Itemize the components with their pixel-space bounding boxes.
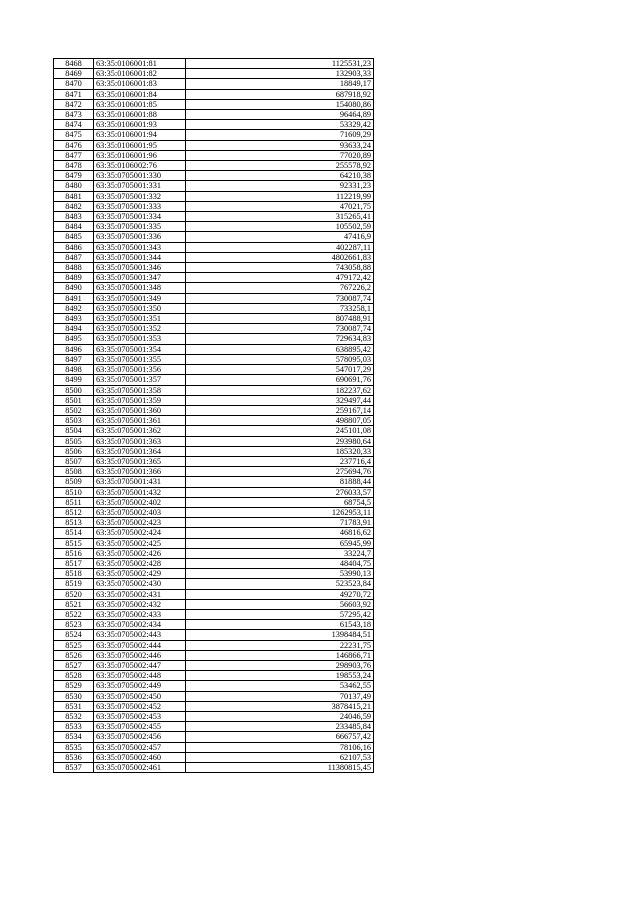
value-cell: 547017,29	[186, 365, 374, 375]
cadastral-number-cell: 63:35:0705002:456	[94, 732, 186, 742]
table-row	[54, 497, 374, 507]
value-cell: 255578,92	[186, 161, 374, 171]
value-cell: 1398484,51	[186, 630, 374, 640]
row-number-cell: 8477	[54, 150, 94, 160]
cadastral-number-cell: 63:35:0705001:349	[94, 293, 186, 303]
table-row	[54, 293, 374, 303]
cadastral-number-cell: 63:35:0705001:355	[94, 354, 186, 364]
cadastral-number-cell: 63:35:0106001:84	[94, 89, 186, 99]
value-cell: 767226,2	[186, 283, 374, 293]
value-cell: 479172,42	[186, 273, 374, 283]
value-cell: 53329,42	[186, 120, 374, 130]
cadastral-number-cell: 63:35:0705001:363	[94, 436, 186, 446]
row-number-cell: 8485	[54, 232, 94, 242]
row-number-cell: 8509	[54, 477, 94, 487]
row-number-cell: 8490	[54, 283, 94, 293]
table-row	[54, 436, 374, 446]
value-cell: 77020,89	[186, 150, 374, 160]
table-row	[54, 609, 374, 619]
table-row	[54, 273, 374, 283]
row-number-cell: 8520	[54, 589, 94, 599]
table-row	[54, 79, 374, 89]
table-row	[54, 640, 374, 650]
cadastral-number-cell: 63:35:0705002:424	[94, 528, 186, 538]
cadastral-number-cell: 63:35:0705001:359	[94, 395, 186, 405]
table-row	[54, 579, 374, 589]
row-number-cell: 8501	[54, 395, 94, 405]
cadastral-number-cell: 63:35:0106001:82	[94, 69, 186, 79]
cadastral-number-cell: 63:35:0705002:449	[94, 681, 186, 691]
value-cell: 237716,4	[186, 456, 374, 466]
value-cell: 666757,42	[186, 732, 374, 742]
row-number-cell: 8498	[54, 365, 94, 375]
row-number-cell: 8508	[54, 467, 94, 477]
cadastral-number-cell: 63:35:0705002:429	[94, 569, 186, 579]
value-cell: 62107,53	[186, 752, 374, 762]
row-number-cell: 8469	[54, 69, 94, 79]
cadastral-number-cell: 63:35:0705002:423	[94, 518, 186, 528]
cadastral-number-cell: 63:35:0106001:96	[94, 150, 186, 160]
cadastral-number-cell: 63:35:0705001:353	[94, 334, 186, 344]
cadastral-number-cell: 63:35:0705002:403	[94, 507, 186, 517]
row-number-cell: 8474	[54, 120, 94, 130]
value-cell: 33224,7	[186, 548, 374, 558]
table-row	[54, 518, 374, 528]
value-cell: 578095,03	[186, 354, 374, 364]
cadastral-number-cell: 63:35:0705001:352	[94, 324, 186, 334]
table-row	[54, 324, 374, 334]
cadastral-number-cell: 63:35:0705001:333	[94, 201, 186, 211]
row-number-cell: 8527	[54, 660, 94, 670]
cadastral-number-cell: 63:35:0705001:344	[94, 252, 186, 262]
row-number-cell: 8481	[54, 191, 94, 201]
value-cell: 71609,29	[186, 130, 374, 140]
table-row	[54, 752, 374, 762]
table-row	[54, 671, 374, 681]
row-number-cell: 8521	[54, 599, 94, 609]
table-row	[54, 150, 374, 160]
value-cell: 1125531,23	[186, 59, 374, 69]
cadastral-number-cell: 63:35:0705001:330	[94, 171, 186, 181]
cadastral-number-cell: 63:35:0705001:332	[94, 191, 186, 201]
table-row	[54, 283, 374, 293]
table-row	[54, 242, 374, 252]
cadastral-number-cell: 63:35:0705002:402	[94, 497, 186, 507]
row-number-cell: 8488	[54, 263, 94, 273]
row-number-cell: 8530	[54, 691, 94, 701]
table-row	[54, 558, 374, 568]
table-row	[54, 712, 374, 722]
value-cell: 233485,84	[186, 722, 374, 732]
value-cell: 81888,44	[186, 477, 374, 487]
row-number-cell: 8500	[54, 385, 94, 395]
table-row	[54, 528, 374, 538]
value-cell: 245101,08	[186, 426, 374, 436]
row-number-cell: 8524	[54, 630, 94, 640]
table-row	[54, 763, 374, 773]
row-number-cell: 8492	[54, 303, 94, 313]
value-cell: 132903,33	[186, 69, 374, 79]
value-cell: 24046,59	[186, 712, 374, 722]
cadastral-number-cell: 63:35:0705002:446	[94, 650, 186, 660]
value-cell: 93633,24	[186, 140, 374, 150]
value-cell: 259167,14	[186, 405, 374, 415]
row-number-cell: 8491	[54, 293, 94, 303]
row-number-cell: 8471	[54, 89, 94, 99]
row-number-cell: 8482	[54, 201, 94, 211]
cadastral-number-cell: 63:35:0705002:452	[94, 701, 186, 711]
table-row	[54, 110, 374, 120]
table-row	[54, 171, 374, 181]
table-row	[54, 99, 374, 109]
value-cell: 96464,89	[186, 110, 374, 120]
table-row	[54, 263, 374, 273]
table-row	[54, 742, 374, 752]
row-number-cell: 8525	[54, 640, 94, 650]
cadastral-number-cell: 63:35:0106002:76	[94, 161, 186, 171]
table-row	[54, 303, 374, 313]
cadastral-number-cell: 63:35:0106001:94	[94, 130, 186, 140]
value-cell: 68754,5	[186, 497, 374, 507]
table-row	[54, 395, 374, 405]
value-cell: 730087,74	[186, 324, 374, 334]
cadastral-number-cell: 63:35:0106001:93	[94, 120, 186, 130]
table-row	[54, 599, 374, 609]
value-cell: 64210,38	[186, 171, 374, 181]
table-row	[54, 120, 374, 130]
row-number-cell: 8514	[54, 528, 94, 538]
value-cell: 729634,83	[186, 334, 374, 344]
table-row	[54, 385, 374, 395]
table-row	[54, 548, 374, 558]
cadastral-number-cell: 63:35:0705002:461	[94, 763, 186, 773]
cadastral-number-cell: 63:35:0705001:351	[94, 314, 186, 324]
value-cell: 92331,23	[186, 181, 374, 191]
value-cell: 112219,99	[186, 191, 374, 201]
table-row	[54, 334, 374, 344]
table-row	[54, 701, 374, 711]
cadastral-number-cell: 63:35:0106001:85	[94, 99, 186, 109]
row-number-cell: 8494	[54, 324, 94, 334]
table-row	[54, 538, 374, 548]
value-cell: 18849,17	[186, 79, 374, 89]
value-cell: 53990,13	[186, 569, 374, 579]
row-number-cell: 8468	[54, 59, 94, 69]
table-row	[54, 130, 374, 140]
row-number-cell: 8483	[54, 212, 94, 222]
table-row	[54, 630, 374, 640]
value-cell: 743058,88	[186, 263, 374, 273]
row-number-cell: 8473	[54, 110, 94, 120]
table-row	[54, 181, 374, 191]
table-row	[54, 365, 374, 375]
value-cell: 65945,99	[186, 538, 374, 548]
value-cell: 730087,74	[186, 293, 374, 303]
value-cell: 402287,11	[186, 242, 374, 252]
value-cell: 71783,91	[186, 518, 374, 528]
cadastral-number-cell: 63:35:0705001:348	[94, 283, 186, 293]
cadastral-number-cell: 63:35:0106001:83	[94, 79, 186, 89]
table-row	[54, 681, 374, 691]
value-cell: 733258,1	[186, 303, 374, 313]
row-number-cell: 8478	[54, 161, 94, 171]
row-number-cell: 8487	[54, 252, 94, 262]
value-cell: 185320,33	[186, 446, 374, 456]
table-row	[54, 232, 374, 242]
cadastral-number-cell: 63:35:0705002:455	[94, 722, 186, 732]
row-number-cell: 8495	[54, 334, 94, 344]
table-row	[54, 456, 374, 466]
value-cell: 315265,41	[186, 212, 374, 222]
row-number-cell: 8531	[54, 701, 94, 711]
cadastral-number-cell: 63:35:0705002:428	[94, 558, 186, 568]
value-cell: 687918,92	[186, 89, 374, 99]
cadastral-number-cell: 63:35:0705002:443	[94, 630, 186, 640]
cadastral-number-cell: 63:35:0705001:336	[94, 232, 186, 242]
row-number-cell: 8513	[54, 518, 94, 528]
row-number-cell: 8480	[54, 181, 94, 191]
row-number-cell: 8526	[54, 650, 94, 660]
value-cell: 293980,64	[186, 436, 374, 446]
row-number-cell: 8504	[54, 426, 94, 436]
value-cell: 690691,76	[186, 375, 374, 385]
value-cell: 53462,55	[186, 681, 374, 691]
row-number-cell: 8533	[54, 722, 94, 732]
row-number-cell: 8505	[54, 436, 94, 446]
cadastral-number-cell: 63:35:0705001:360	[94, 405, 186, 415]
cadastral-number-cell: 63:35:0705002:426	[94, 548, 186, 558]
row-number-cell: 8472	[54, 99, 94, 109]
table-row	[54, 589, 374, 599]
row-number-cell: 8503	[54, 416, 94, 426]
table-row	[54, 416, 374, 426]
value-cell: 638895,42	[186, 344, 374, 354]
row-number-cell: 8528	[54, 671, 94, 681]
value-cell: 47416,9	[186, 232, 374, 242]
value-cell: 57295,42	[186, 609, 374, 619]
row-number-cell: 8522	[54, 609, 94, 619]
cadastral-number-cell: 63:35:0705001:331	[94, 181, 186, 191]
cadastral-number-cell: 63:35:0705001:366	[94, 467, 186, 477]
table-body	[54, 59, 374, 773]
table-row	[54, 201, 374, 211]
table-row	[54, 467, 374, 477]
cadastral-number-cell: 63:35:0705001:365	[94, 456, 186, 466]
row-number-cell: 8484	[54, 222, 94, 232]
cadastral-number-cell: 63:35:0705001:334	[94, 212, 186, 222]
cadastral-number-cell: 63:35:0705002:433	[94, 609, 186, 619]
value-cell: 48404,75	[186, 558, 374, 568]
cadastral-number-cell: 63:35:0705002:430	[94, 579, 186, 589]
cadastral-number-cell: 63:35:0705001:346	[94, 263, 186, 273]
row-number-cell: 8519	[54, 579, 94, 589]
table-row	[54, 691, 374, 701]
cadastral-number-cell: 63:35:0705002:460	[94, 752, 186, 762]
table-row	[54, 59, 374, 69]
cadastral-number-cell: 63:35:0705002:444	[94, 640, 186, 650]
row-number-cell: 8529	[54, 681, 94, 691]
row-number-cell: 8493	[54, 314, 94, 324]
row-number-cell: 8536	[54, 752, 94, 762]
row-number-cell: 8502	[54, 405, 94, 415]
row-number-cell: 8479	[54, 171, 94, 181]
cadastral-number-cell: 63:35:0705001:357	[94, 375, 186, 385]
table-row	[54, 477, 374, 487]
value-cell: 78106,16	[186, 742, 374, 752]
value-cell: 49270,72	[186, 589, 374, 599]
cadastral-number-cell: 63:35:0705001:432	[94, 487, 186, 497]
cadastral-number-cell: 63:35:0705002:432	[94, 599, 186, 609]
row-number-cell: 8537	[54, 763, 94, 773]
value-cell: 1262953,11	[186, 507, 374, 517]
value-cell: 154080,86	[186, 99, 374, 109]
row-number-cell: 8476	[54, 140, 94, 150]
table-row	[54, 732, 374, 742]
value-cell: 329497,44	[186, 395, 374, 405]
value-cell: 198553,24	[186, 671, 374, 681]
table-row	[54, 375, 374, 385]
value-cell: 47021,75	[186, 201, 374, 211]
value-cell: 4802661,83	[186, 252, 374, 262]
row-number-cell: 8506	[54, 446, 94, 456]
cadastral-number-cell: 63:35:0705001:343	[94, 242, 186, 252]
row-number-cell: 8486	[54, 242, 94, 252]
value-cell: 807488,91	[186, 314, 374, 324]
row-number-cell: 8517	[54, 558, 94, 568]
cadastral-number-cell: 63:35:0705002:425	[94, 538, 186, 548]
value-cell: 498807,05	[186, 416, 374, 426]
table-row	[54, 212, 374, 222]
value-cell: 105502,59	[186, 222, 374, 232]
cadastral-number-cell: 63:35:0705002:431	[94, 589, 186, 599]
table-row	[54, 507, 374, 517]
table-row	[54, 569, 374, 579]
value-cell: 11380815,45	[186, 763, 374, 773]
cadastral-number-cell: 63:35:0705001:354	[94, 344, 186, 354]
table-row	[54, 252, 374, 262]
table-row	[54, 487, 374, 497]
table-row	[54, 354, 374, 364]
value-cell: 46816,62	[186, 528, 374, 538]
cadastral-number-cell: 63:35:0705001:335	[94, 222, 186, 232]
row-number-cell: 8497	[54, 354, 94, 364]
cadastral-number-cell: 63:35:0705001:364	[94, 446, 186, 456]
row-number-cell: 8511	[54, 497, 94, 507]
value-cell: 182237,62	[186, 385, 374, 395]
table-row	[54, 620, 374, 630]
row-number-cell: 8535	[54, 742, 94, 752]
table-row	[54, 722, 374, 732]
row-number-cell: 8532	[54, 712, 94, 722]
row-number-cell: 8516	[54, 548, 94, 558]
cadastral-number-cell: 63:35:0705001:361	[94, 416, 186, 426]
cadastral-number-cell: 63:35:0705002:448	[94, 671, 186, 681]
value-cell: 56603,92	[186, 599, 374, 609]
cadastral-number-cell: 63:35:0705001:431	[94, 477, 186, 487]
table-row	[54, 446, 374, 456]
table-row	[54, 314, 374, 324]
cadastral-number-cell: 63:35:0705002:457	[94, 742, 186, 752]
table-row	[54, 69, 374, 79]
table-row	[54, 405, 374, 415]
row-number-cell: 8515	[54, 538, 94, 548]
value-cell: 523523,84	[186, 579, 374, 589]
table-row	[54, 426, 374, 436]
value-cell: 22231,75	[186, 640, 374, 650]
cadastral-number-cell: 63:35:0705002:434	[94, 620, 186, 630]
cadastral-number-cell: 63:35:0705001:347	[94, 273, 186, 283]
cadastral-number-cell: 63:35:0106001:81	[94, 59, 186, 69]
cadastral-number-cell: 63:35:0106001:88	[94, 110, 186, 120]
value-cell: 146866,71	[186, 650, 374, 660]
row-number-cell: 8518	[54, 569, 94, 579]
cadastral-number-cell: 63:35:0705001:356	[94, 365, 186, 375]
value-cell: 275694,76	[186, 467, 374, 477]
cadastral-number-cell: 63:35:0106001:95	[94, 140, 186, 150]
row-number-cell: 8489	[54, 273, 94, 283]
cadastral-number-cell: 63:35:0705002:453	[94, 712, 186, 722]
value-cell: 276033,57	[186, 487, 374, 497]
value-cell: 61543,18	[186, 620, 374, 630]
row-number-cell: 8496	[54, 344, 94, 354]
value-cell: 3878415,21	[186, 701, 374, 711]
row-number-cell: 8534	[54, 732, 94, 742]
value-cell: 70137,49	[186, 691, 374, 701]
row-number-cell: 8523	[54, 620, 94, 630]
cadastral-number-cell: 63:35:0705001:350	[94, 303, 186, 313]
table-row	[54, 89, 374, 99]
table-row	[54, 650, 374, 660]
table-row	[54, 344, 374, 354]
cadastral-number-cell: 63:35:0705001:362	[94, 426, 186, 436]
table-row	[54, 140, 374, 150]
table-row	[54, 161, 374, 171]
row-number-cell: 8470	[54, 79, 94, 89]
table-row	[54, 660, 374, 670]
row-number-cell: 8512	[54, 507, 94, 517]
row-number-cell: 8510	[54, 487, 94, 497]
cadastral-number-cell: 63:35:0705001:358	[94, 385, 186, 395]
cadastral-number-cell: 63:35:0705002:450	[94, 691, 186, 701]
row-number-cell: 8499	[54, 375, 94, 385]
table-row	[54, 191, 374, 201]
table-row	[54, 222, 374, 232]
cadastral-number-cell: 63:35:0705002:447	[94, 660, 186, 670]
row-number-cell: 8507	[54, 456, 94, 466]
data-table	[53, 58, 374, 773]
value-cell: 298903,76	[186, 660, 374, 670]
row-number-cell: 8475	[54, 130, 94, 140]
